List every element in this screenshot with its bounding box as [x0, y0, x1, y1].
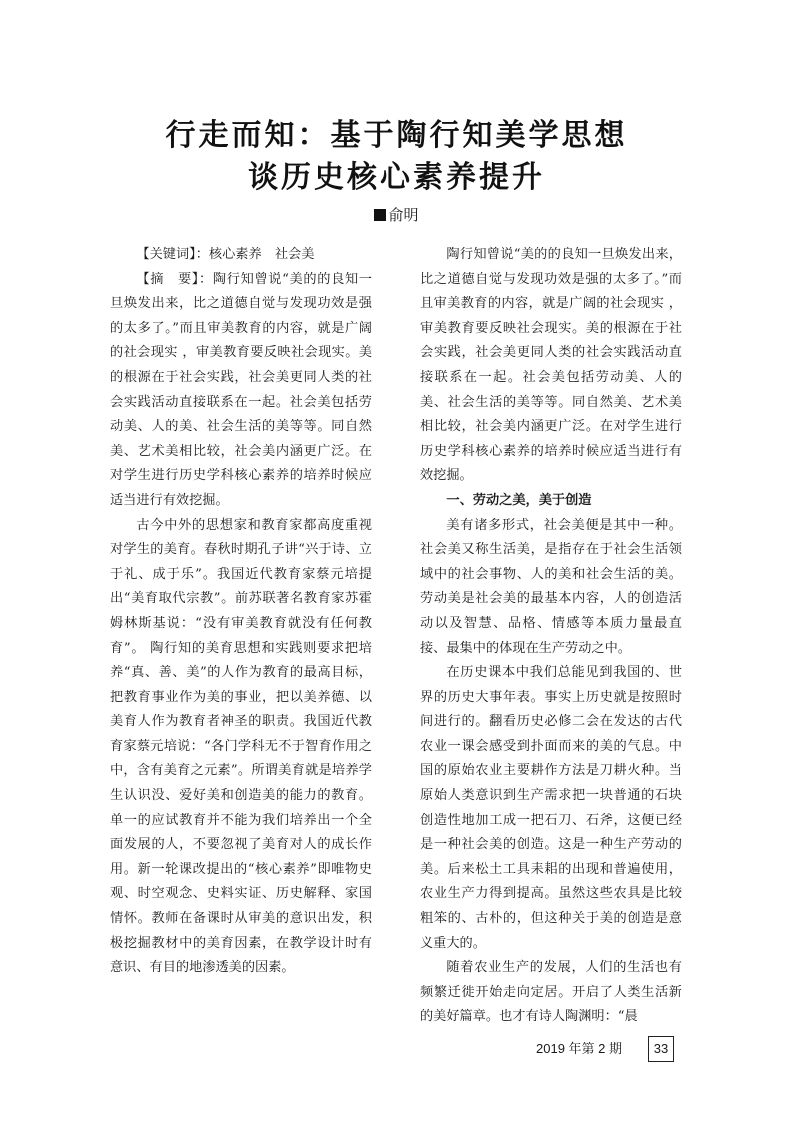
section-heading: 一、劳动之美，美于创造: [446, 492, 592, 508]
issue-label: 2019 年第 2 期: [536, 1041, 622, 1056]
author-line: [0, 205, 793, 225]
abstract: 【摘 要】：陶行知曾说“美的的良知一旦焕发出来，比之道德自觉与发现功效是强的太多了。”而且审美教育的内容，就是广阔的社会现实 ，审美教育要反映社会现实。美的根源在于社会实践，社会美更同人类的社会实践活动直接联系在一起。社会美包括劳动美、人的美、社会生活的美等等。同自然美、艺术美相比较，社会美内涵更广泛。在对学生进行历史学科核心素养的培养时候应适当进行有效挖掘。: [110, 271, 372, 508]
right-column: [420, 243, 682, 1030]
body-paragraph: 美有诸多形式，社会美便是其中一种。社会美又称生活美，是指存在于社会生活领域中的社会事物、人的美和社会生活的美。劳动美是社会美的最基本内容，人的创造活动以及智慧、品格、情感等本质力量最直接、最集中的体现在生产劳动之中。: [420, 517, 682, 656]
keywords: 【关键词】：核心素养 社会美: [136, 247, 315, 262]
body-paragraph: 随着农业生产的发展，人们的生活也有频繁迁徙开始走向定居。开启了人类生活新的美好篇章。也才有诗人陶渊明：“晨: [420, 960, 682, 1025]
page-number: 33: [648, 1036, 674, 1062]
body-paragraph: 古今中外的思想家和教育家都高度重视对学生的美育。春秋时期孔子讲“兴于诗、立于礼、成于乐”。我国近代教育家蔡元培提出“美育取代宗教”。前苏联著名教育家苏霍姆林斯基说：“没有审美教育就没有任何教育”。 陶行知的美育思想和实践则要求把培养“真、善、美”的人作为教育的最高目标，把教育事业作为美的事业，把以美养德、以美育人作为教育者神圣的职责。我国近代教育家蔡元培说：“各门学科无不于智育作用之中，含有美育之元素”。所谓美育就是培养学生认识没、爱好美和创造美的能力的教育。单一的应试教育并不能为我们培养出一个全面发展的人，不要忽视了美育对人的成长作用。新一轮课改提出的“核心素养”即唯物史观、时空观念、史料实证、历史解释、家国情怀。教师在备课时从审美的意识出发，积极挖掘教材中的美育因素，在教学设计时有意识、有目的地渗透美的因素。: [110, 517, 372, 976]
title-line-2: 谈历史核心素养提升: [248, 160, 545, 195]
author-name: 俞明: [388, 206, 419, 224]
square-bullet-icon: [374, 209, 386, 221]
left-column: [110, 243, 372, 981]
title-line-1: 行走而知：基于陶行知美学思想: [165, 118, 628, 153]
body-paragraph: 在历史课本中我们总能见到我国的、世界的历史大事年表。事实上历史就是按照时间进行的。翻看历史必修二会在发达的古代农业一课会感受到扑面而来的美的气息。中国的原始农业主要耕作方法是刀耕火种。当原始人类意识到生产需求把一块普通的石块创造性地加工成一把石刀、石斧，这便已经是一种社会美的创造。这是一种生产劳动的美。后来松土工具耒耜的出现和普遍使用，农业生产力得到提高。虽然这些农具是比较粗笨的、古朴的，但这种关于美的创造是意义重大的。: [420, 665, 682, 951]
body-paragraph: 陶行知曾说“美的的良知一旦焕发出来，比之道德自觉与发现功效是强的太多了。”而且审美教育的内容，就是广阔的社会现实 ，审美教育要反映社会现实。美的根源在于社会实践，社会美更同人类的社会实践活动直接联系在一起。社会美包括劳动美、人的美、社会生活的美等等。同自然美、艺术美相比较，社会美内涵更广泛。在对学生进行历史学科核心素养的培养时候应适当进行有效挖掘。: [420, 247, 682, 484]
